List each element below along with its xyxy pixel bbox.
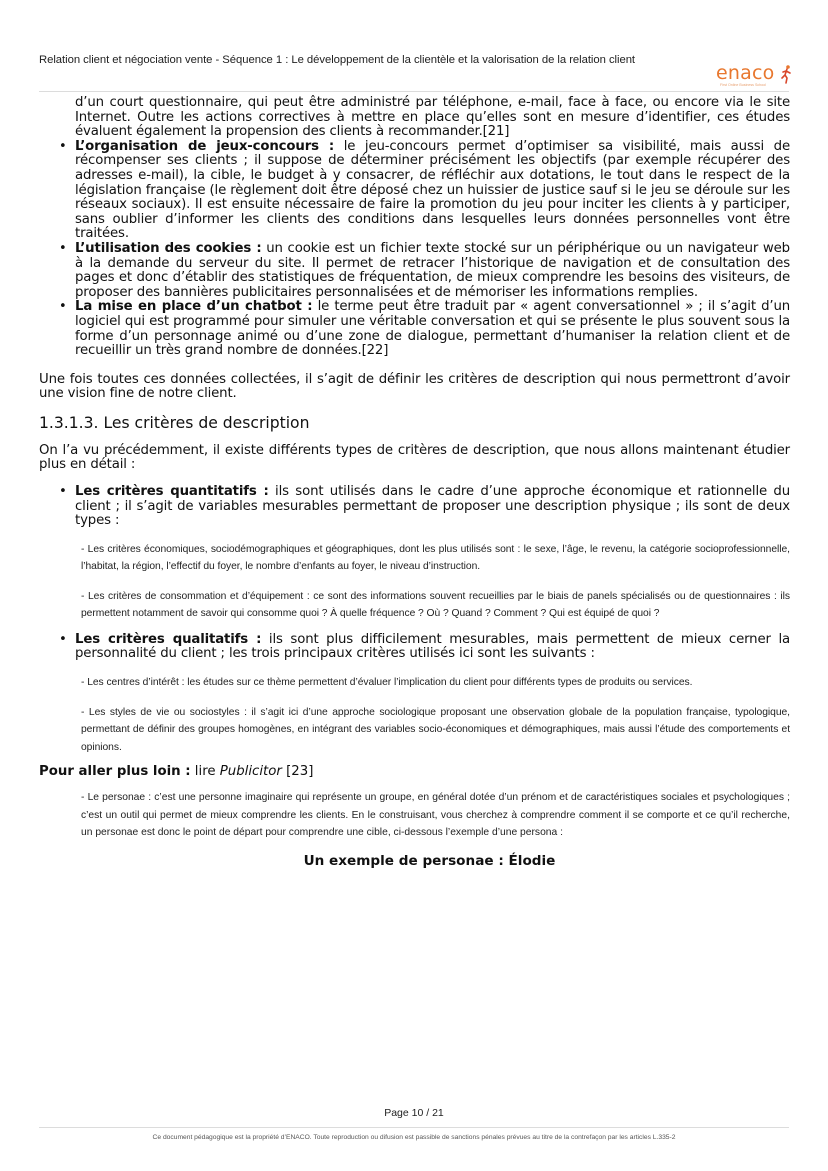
criteria-list-2 xyxy=(39,633,790,662)
list-item-continued xyxy=(75,96,790,140)
bullet-icon: • xyxy=(59,240,67,256)
copyright-notice: Ce document pédagogique est la propriété d’ENACO. Toute reproduction ou difusion est passible de sanctions pénales prévues au titre de la contrefaçon par les articles L.335-2 xyxy=(152,1134,676,1141)
list-item-text: le terme peut être traduit par « agent conversationnel » ; il s’agit d’un logiciel qui est programmé pour simuler une véritable conversation et qui se présente le plus souvent sous la forme d’un personnage animé ou d’une zone de dialogue, permettant d’humaniser la relation client et de recueillir un très grand nombre de données.[22] xyxy=(75,299,791,359)
continued-text: d’un court questionnaire, qui peut être administré par téléphone, e-mail, face à face, ou encore via le site Internet. Outre les actions correctives à mettre en place qu’elles sont en mesure d’identifier, ces études évaluent également la propension des clients à recommander.[21] xyxy=(75,95,790,140)
example-title: Un exemple de personae : Élodie xyxy=(303,852,556,869)
bullet-icon: • xyxy=(59,299,67,315)
list-item-term: Les critères quantitatifs : xyxy=(75,484,269,500)
list-item-text: ils sont utilisés dans le cadre d’une approche économique et rationnelle du client ; il s’agit de variables mesurables permettant de proposer une description physique ; ils sont de deux types : xyxy=(75,484,790,529)
persona-paragraph: - Le personae : c’est une personne imaginaire qui représente un groupe, en général dotée d’un prénom et de caractéristiques sociales et psychologiques ; c’est un outil qui permet de mieux comprendre les clients. En le construisant, vous cherchez à comprendre comment il se comporte et ce qu’il recherche, un personae est donc le point de départ pour comprendre une cible, ci-dessous l’exemple d’une persona : xyxy=(81,792,790,839)
header-divider xyxy=(39,91,789,92)
page-number: Page 10 / 21 xyxy=(384,1107,444,1119)
further-reading xyxy=(39,764,790,779)
list-item-term: L’utilisation des cookies : xyxy=(75,240,262,256)
further-reading-pre: lire xyxy=(190,764,220,780)
collection-methods-list xyxy=(39,96,790,359)
bullet-icon: • xyxy=(59,631,67,647)
sub-criterion: - Les styles de vie ou sociostyles : il s’agit ici d’une approche sociologique proposant une observation globale de la population française, typologique, permettant de définir des groupes homogènes, en intégrant des variables socio-économiques et démographiques, mais aussi l’étude des comportements et opinions. xyxy=(81,706,790,753)
list-item-term: La mise en place d’un chatbot : xyxy=(75,299,313,315)
further-reading-ref: [23] xyxy=(281,764,314,780)
list-item-qualitative xyxy=(59,631,790,662)
criteria-list xyxy=(39,485,790,529)
list-item-term: Les critères qualitatifs : xyxy=(75,631,262,647)
list-item-quantitative xyxy=(59,484,790,529)
list-item xyxy=(59,240,790,300)
further-reading-label: Pour aller plus loin : xyxy=(39,764,191,780)
list-item xyxy=(59,138,790,242)
further-reading-title: Publicitor xyxy=(219,764,282,780)
document-title: Relation client et négociation vente - Séquence 1 : Le développement de la clientèle et la valorisation de la relation client xyxy=(39,54,636,66)
list-item-text: un cookie est un fichier texte stocké sur un périphérique ou un navigateur web à la demande du serveur du site. Il permet de retracer l’historique de navigation et de consultation des pages et donc d’établir des statistiques de fréquentation, de mieux comprendre les besoins des visiteurs, de proposer des bannières publicitaires personnalisées et de mémoriser les informations remplies. xyxy=(75,240,790,300)
bullet-icon: • xyxy=(59,484,67,500)
sub-criterion: - Les critères économiques, sociodémographiques et géographiques, dont les plus utilisés sont : le sexe, l’âge, le revenu, la catégorie socioprofessionnelle, l’habitat, la région, l’effectif du foyer, le nombre d’enfants au foyer, le niveau d’instruction. xyxy=(81,543,790,573)
list-item-term: L’organisation de jeux-concours : xyxy=(75,138,335,154)
transition-paragraph: Une fois toutes ces données collectées, il s’agit de définir les critères de description qui nous permettront d’avoir une vision fine de notre client. xyxy=(39,371,790,402)
logo-wordmark: enaco xyxy=(716,62,775,84)
logo-tagline: First Online Business School xyxy=(720,83,766,87)
intro-paragraph: On l’a vu précédemment, il existe différents types de critères de description, que nous allons maintenant étudier plus en détail : xyxy=(39,442,790,473)
enaco-logo xyxy=(716,62,792,88)
sub-criterion: - Les critères de consommation et d’équipement : ce sont des informations souvent recueillies par le biais de panels spécialisés ou de questionnaires : ils permettent notamment de savoir qui consomme quoi ? À quelle fréquence ? Où ? Quand ? Comment ? Qui est équipé de quoi ? xyxy=(81,590,790,620)
bullet-icon: • xyxy=(59,138,67,154)
sub-criterion: - Les centres d’intérêt : les études sur ce thème permettent d’évaluer l’implication du client pour différents types de produits ou services. xyxy=(81,677,693,689)
footer-divider xyxy=(39,1127,789,1128)
list-item-text: ils sont plus difficilement mesurables, mais permettent de mieux cerner la personnalité du client ; les trois principaux critères utilisés ici sont les suivants : xyxy=(75,631,790,662)
list-item xyxy=(59,299,791,359)
runner-icon xyxy=(780,64,792,84)
page-content xyxy=(39,96,790,869)
list-item-text: le jeu-concours permet d’optimiser sa visibilité, mais aussi de récompenser ses clients ; il suppose de déterminer précisément les objectifs (par exemple récupérer des adresses e-mail), la cible, le budget à y consacrer, de réfléchir aux dotations, le tout dans le respect de la législation française (le règlement doit être déposé chez un huissier de justice sauf si le jeu se déroule sur les réseaux sociaux). Il est ensuite nécessaire de faire la promotion du jeu pour inciter les clients à y participer, sans oublier d’informer les clients des conditions dans lesquelles leurs données personnelles vont être traitées. xyxy=(75,138,790,242)
section-heading: 1.3.1.3. Les critères de description xyxy=(39,413,310,432)
